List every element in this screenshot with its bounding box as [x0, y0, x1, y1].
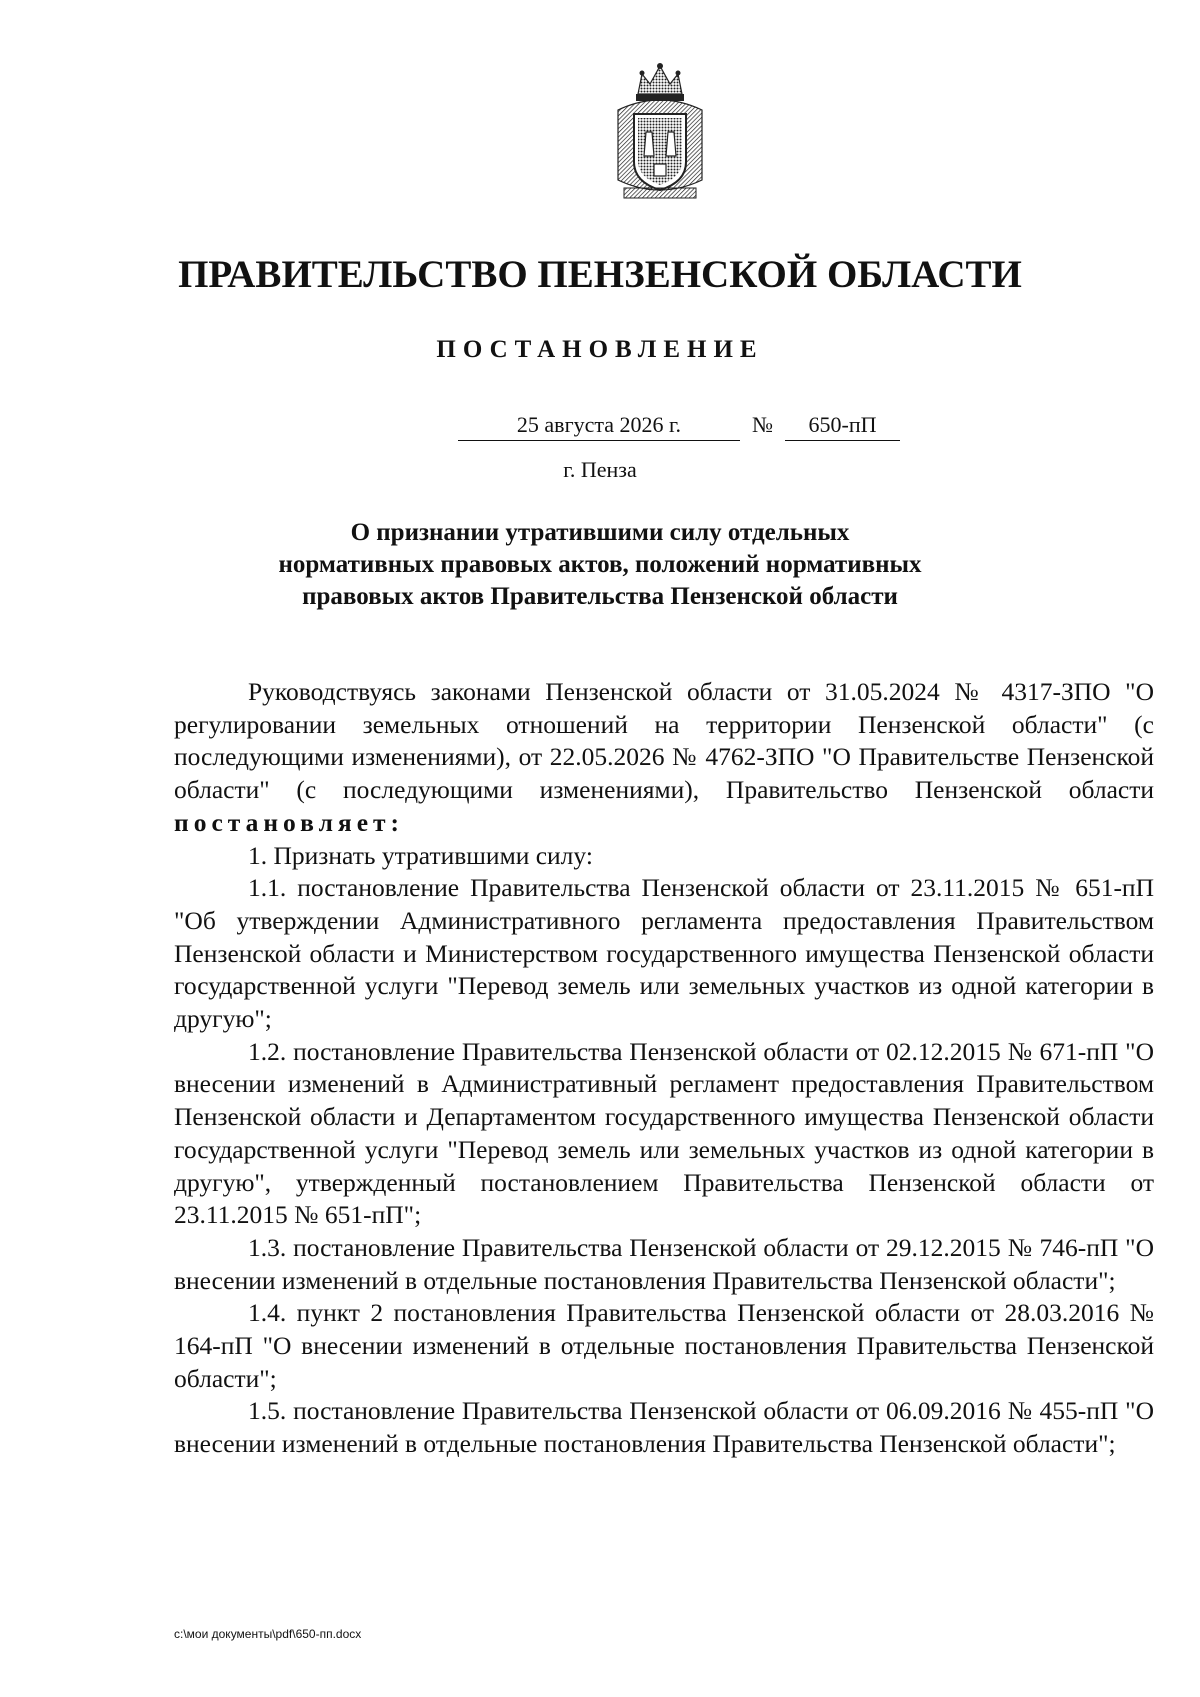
document-subject	[0, 517, 1200, 613]
date-number-line	[0, 412, 1200, 442]
item-1-1: 1.1. постановление Правительства Пензенской области от 23.11.2015 № 651-пП "Об утверждении Административного регламента предоставления Правительством Пензенской области и Министерством государственного имущества Пензенской области государственной услуги "Перевод земель или земельных участков из одной категории в другую";	[174, 873, 1154, 1034]
subject-line-1: О признании утратившими силу отдельных	[350, 519, 850, 546]
organization-title: ПРАВИТЕЛЬСТВО ПЕНЗЕНСКОЙ ОБЛАСТИ	[178, 253, 1022, 296]
item-1: 1. Признать утратившими силу:	[248, 840, 593, 870]
document-date: 25 августа 2026 г.	[458, 412, 740, 441]
subject-line-2: нормативных правовых актов, положений нормативных	[278, 551, 922, 578]
document-body	[174, 676, 1154, 1461]
file-path-footer: c:\мои документы\pdf\650-пп.docx	[174, 1627, 362, 1641]
preamble-paragraph	[174, 676, 1154, 840]
document-number: 650-пП	[785, 412, 900, 441]
document-city: г. Пенза	[563, 457, 637, 482]
item-1-4: 1.4. пункт 2 постановления Правительства Пензенской области от 28.03.2016 № 164-пП "О внесении изменений в отдельные постановления Правительства Пензенской области";	[174, 1298, 1154, 1393]
item-1-3: 1.3. постановление Правительства Пензенской области от 29.12.2015 № 746-пП "О внесении изменений в отдельные постановления Правительства Пензенской области";	[174, 1232, 1154, 1295]
item-1-2: 1.2. постановление Правительства Пензенской области от 02.12.2015 № 671-пП "О внесении изменений в Административный регламент предоставления Правительством Пензенской области и Департаментом государственного имущества Пензенской области государственной услуги "Перевод земель или земельных участков из одной категории в другую", утвержденный постановлением Правительства Пензенской области от 23.11.2015 № 651-пП";	[174, 1036, 1154, 1230]
preamble-text: Руководствуясь законами Пензенской области от 31.05.2024 № 4317-ЗПО "О регулировании земельных отношений на территории Пензенской области" (с последующими изменениями), от 22.05.2026 № 4762-ЗПО "О Правительстве Пензенской области" (с последующими изменениями), Правительство Пензенской области	[174, 677, 1154, 805]
number-sign: №	[752, 412, 773, 437]
coat-of-arms-icon	[610, 60, 710, 205]
document-type: ПОСТАНОВЛЕНИЕ	[436, 336, 764, 363]
decree-word: постановляет:	[174, 807, 405, 837]
subject-line-3: правовых актов Правительства Пензенской области	[302, 583, 898, 610]
item-1-5: 1.5. постановление Правительства Пензенской области от 06.09.2016 № 455-пП "О внесении изменений в отдельные постановления Правительства Пензенской области";	[174, 1396, 1154, 1459]
